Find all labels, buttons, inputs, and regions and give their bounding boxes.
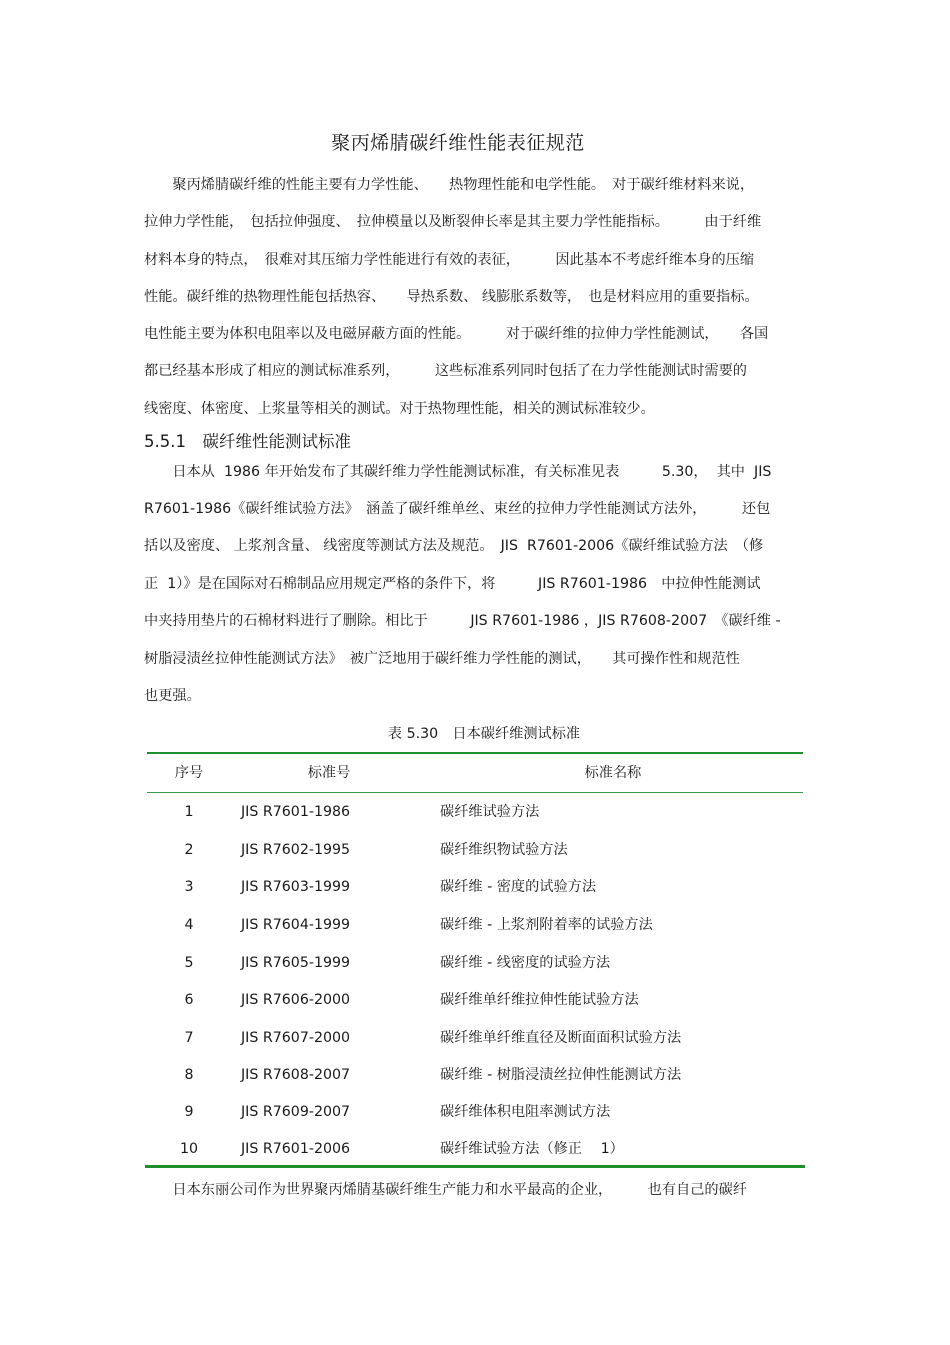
row-index: 1 — [184, 804, 194, 820]
table-caption: 表 5.30 日本碳纤维测试标准 — [387, 726, 581, 742]
row-standard-no: JIS R7602-1995 — [241, 842, 351, 858]
row-standard-no: JIS R7609-2007 — [241, 1104, 351, 1120]
row-index: 8 — [184, 1067, 194, 1083]
row-standard-no: JIS R7601-2006 — [241, 1141, 351, 1157]
paragraph-2-line: R7601-1986《碳纤维试验方法》 涵盖了碳纤维单丝、束丝的拉伸力学性能测试方法外， 还包 — [144, 501, 771, 517]
paragraph-1-line: 材料本身的特点， 很难对其压缩力学性能进行有效的表征， 因此基本不考虑纤维本身的压缩 — [144, 252, 755, 268]
paragraph-2-line: 括以及密度、 上浆剂含量、 线密度等测试方法及规范。 JIS R7601-2006《碳纤维试验方法 （修 — [144, 538, 764, 554]
row-standard-no: JIS R7607-2000 — [241, 1030, 351, 1046]
paragraph-2-line: 树脂浸渍丝拉伸性能测试方法》 被广泛地用于碳纤维力学性能的测试， 其可操作性和规范性 — [144, 651, 740, 667]
paragraph-2-line: 中夹持用垫片的石棉材料进行了删除。相比于 JIS R7601-1986 ，JIS R7608-2007 《碳纤维 - — [144, 613, 781, 629]
row-standard-no: JIS R7605-1999 — [241, 955, 351, 971]
row-standard-no: JIS R7606-2000 — [241, 992, 351, 1008]
row-standard-no: JIS R7601-1986 — [241, 804, 351, 820]
row-standard-no: JIS R7608-2007 — [241, 1067, 351, 1083]
row-index: 7 — [184, 1030, 194, 1046]
row-standard-name: 碳纤维 - 上浆剂附着率的试验方法 — [440, 917, 653, 933]
paragraph-1-line: 性能。碳纤维的热物理性能包括热容、 导热系数、 线膨胀系数等， 也是材料应用的重要指标。 — [144, 289, 759, 305]
document-title: 聚丙烯腈碳纤维性能表征规范 — [331, 132, 585, 154]
paragraph-1-line: 线密度、体密度、上浆量等相关的测试。对于热物理性能，相关的测试标准较少。 — [144, 401, 655, 417]
row-standard-name: 碳纤维 - 线密度的试验方法 — [440, 955, 611, 971]
row-standard-no: JIS R7604-1999 — [241, 917, 351, 933]
row-standard-name: 碳纤维 - 树脂浸渍丝拉伸性能测试方法 — [440, 1067, 682, 1083]
row-standard-name: 碳纤维单纤维拉伸性能试验方法 — [440, 992, 639, 1008]
paragraph-2-line: 正 1）》是在国际对石棉制品应用规定严格的条件下，将 JIS R7601-1986 中拉伸性能测试 — [144, 576, 761, 592]
table-top-rule — [147, 752, 803, 754]
row-standard-name: 碳纤维试验方法 — [440, 804, 540, 820]
row-index: 2 — [184, 842, 194, 858]
paragraph-3-line: 日本东丽公司作为世界聚丙烯腈基碳纤维生产能力和水平最高的企业， 也有自己的碳纤 — [144, 1182, 747, 1198]
row-index: 10 — [179, 1141, 199, 1157]
row-index: 6 — [184, 992, 194, 1008]
row-index: 5 — [184, 955, 194, 971]
table-bottom-rule — [145, 1165, 805, 1168]
table-header-rule — [147, 792, 803, 793]
row-standard-name: 碳纤维单纤维直径及断面面积试验方法 — [440, 1030, 682, 1046]
row-index: 9 — [184, 1104, 194, 1120]
paragraph-2-line: 也更强。 — [144, 688, 201, 704]
header-index: 序号 — [174, 765, 204, 781]
row-standard-name: 碳纤维试验方法（修正 1） — [440, 1141, 624, 1157]
paragraph-1-line: 聚丙烯腈碳纤维的性能主要有力学性能、 热物理性能和电学性能。 对于碳纤维材料来说， — [144, 177, 755, 193]
paragraph-1-line: 拉伸力学性能， 包括拉伸强度、 拉伸模量以及断裂伸长率是其主要力学性能指标。 由于纤维 — [144, 214, 762, 230]
row-standard-no: JIS R7603-1999 — [241, 879, 351, 895]
header-standard-no: 标准号 — [307, 765, 351, 781]
row-standard-name: 碳纤维织物试验方法 — [440, 842, 568, 858]
paragraph-1-line: 都已经基本形成了相应的测试标准系列， 这些标准系列同时包括了在力学性能测试时需要的 — [144, 363, 747, 379]
row-standard-name: 碳纤维 - 密度的试验方法 — [440, 879, 597, 895]
row-index: 3 — [184, 879, 194, 895]
row-index: 4 — [184, 917, 194, 933]
row-standard-name: 碳纤维体积电阻率测试方法 — [440, 1104, 611, 1120]
header-standard-name: 标准名称 — [584, 765, 642, 781]
section-heading: 5.5.1 碳纤维性能测试标准 — [144, 432, 351, 451]
paragraph-1-line: 电性能主要为体积电阻率以及电磁屏蔽方面的性能。 对于碳纤维的拉伸力学性能测试， 各国 — [144, 326, 769, 342]
paragraph-2-line: 日本从 1986 年开始发布了其碳纤维力学性能测试标准，有关标准见表 5.30， 其中 JIS — [144, 464, 772, 480]
